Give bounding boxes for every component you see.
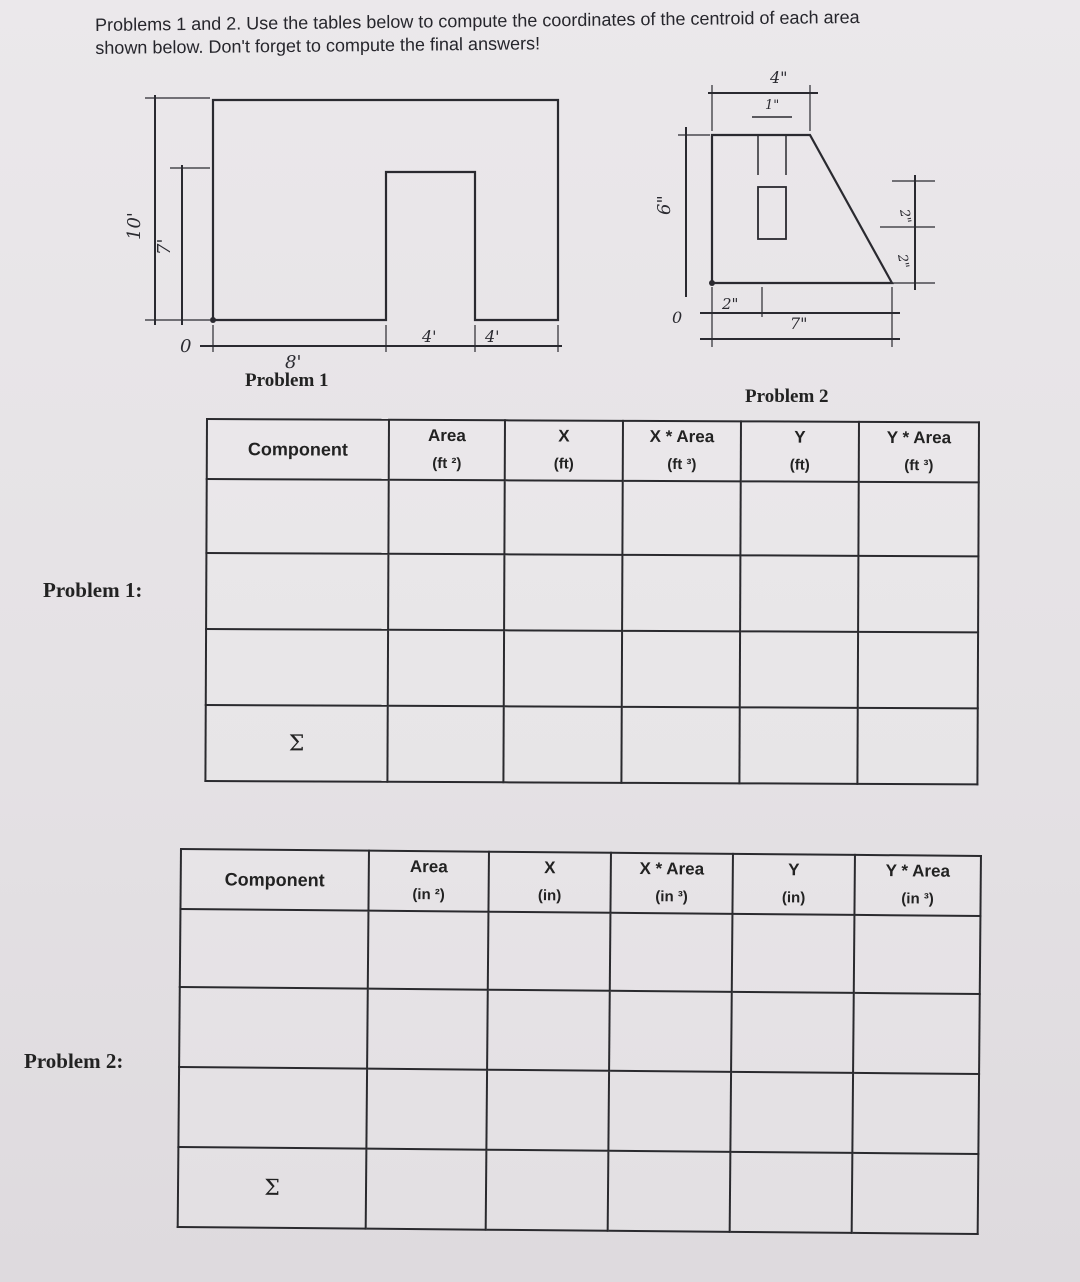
cell[interactable]	[609, 991, 732, 1072]
sigma-cell	[178, 1147, 367, 1229]
cell[interactable]	[388, 554, 504, 631]
cell[interactable]	[488, 912, 611, 991]
cell[interactable]	[730, 1152, 853, 1233]
dim-height: 6"	[654, 195, 675, 215]
cell[interactable]	[388, 630, 504, 707]
cell[interactable]	[504, 554, 622, 631]
dim-r2: 2"	[894, 253, 912, 270]
dim-r1: 2"	[896, 208, 914, 225]
problem-2-table	[177, 848, 982, 1235]
cell[interactable]	[622, 631, 740, 708]
cell[interactable]	[180, 909, 369, 989]
cell[interactable]	[622, 555, 740, 632]
dim-origin: 0	[180, 336, 192, 357]
instructions-line-1: Problems 1 and 2. Use the tables below to compute the coordinates of the centroid of each area	[95, 6, 860, 35]
problem-1-title: Problem 1	[245, 370, 329, 391]
problem-2-label: Problem 2:	[24, 1049, 124, 1073]
cell[interactable]	[858, 556, 978, 633]
header-x-area: X * Area (ft ³)	[623, 421, 741, 482]
sigma-symbol: Σ	[264, 1175, 280, 1201]
table-header-row	[207, 419, 979, 482]
table-row	[206, 629, 978, 708]
table-row	[179, 987, 980, 1074]
problem-2-figure	[654, 65, 950, 365]
cell[interactable]	[730, 1072, 853, 1153]
dim-top-slot: 1"	[765, 98, 780, 113]
cell[interactable]	[388, 480, 504, 555]
dim-top-total: 4"	[770, 68, 788, 87]
sigma-symbol: Σ	[288, 730, 305, 756]
dim-origin-2: 0	[672, 308, 683, 327]
problem-1-figure	[124, 80, 580, 373]
header-x-area: X * Area (in ³)	[610, 853, 733, 914]
cell[interactable]	[608, 1071, 731, 1152]
cell[interactable]	[487, 990, 610, 1071]
cell[interactable]	[853, 993, 980, 1074]
cell[interactable]	[608, 1151, 731, 1232]
cell[interactable]	[621, 707, 739, 784]
sum-row	[205, 705, 977, 784]
problem-1-label: Problem 1:	[43, 578, 143, 602]
dim-height-total: 10'	[124, 212, 145, 240]
header-y-area: Y * Area (in ³)	[854, 855, 981, 916]
cell[interactable]	[610, 913, 733, 992]
cell[interactable]	[854, 915, 981, 994]
header-x: X (ft)	[505, 420, 623, 481]
cell[interactable]	[367, 989, 488, 1070]
cell[interactable]	[486, 1150, 609, 1231]
sigma-cell	[205, 705, 387, 782]
cell[interactable]	[368, 911, 489, 990]
cell[interactable]	[206, 479, 388, 554]
table-row	[206, 553, 978, 632]
header-area: Area (in ²)	[368, 851, 489, 912]
cell[interactable]	[858, 632, 978, 709]
header-y: Y (ft)	[741, 421, 859, 482]
cell[interactable]	[486, 1070, 609, 1151]
cell[interactable]	[857, 708, 977, 785]
cell[interactable]	[740, 555, 858, 632]
cell[interactable]	[503, 706, 621, 783]
cell[interactable]	[622, 481, 740, 556]
cell[interactable]	[852, 1153, 979, 1234]
problem-2-title: Problem 2	[745, 386, 829, 407]
header-y: Y (in)	[732, 854, 855, 915]
header-x: X (in)	[488, 852, 611, 913]
table-row	[180, 909, 981, 994]
instructions-line-2: shown below. Don't forget to compute the final answers!	[95, 33, 541, 58]
cell[interactable]	[740, 631, 858, 708]
dim-w2: 4'	[422, 327, 437, 346]
table-row	[206, 479, 978, 556]
dim-w1: 8'	[285, 352, 302, 373]
table-header-row	[180, 849, 980, 916]
cell[interactable]	[731, 992, 854, 1073]
dim-w2-2: 7"	[790, 314, 808, 333]
cell[interactable]	[178, 1067, 367, 1149]
cell[interactable]	[732, 914, 855, 993]
dim-height-inner: 7'	[154, 238, 175, 255]
cell[interactable]	[387, 706, 503, 783]
instructions	[95, 5, 945, 60]
cell[interactable]	[852, 1073, 979, 1154]
cell[interactable]	[740, 481, 858, 556]
cell[interactable]	[858, 482, 978, 557]
cell[interactable]	[366, 1149, 487, 1230]
cell[interactable]	[504, 480, 622, 555]
header-component: Component	[207, 419, 389, 480]
cell[interactable]	[366, 1069, 487, 1150]
cell[interactable]	[206, 629, 388, 706]
problem-1-table	[204, 418, 980, 785]
header-y-area: Y * Area (ft ³)	[859, 422, 979, 483]
cell[interactable]	[206, 553, 388, 630]
sum-row	[178, 1147, 979, 1234]
dim-w3: 4'	[485, 327, 500, 346]
dim-w1-2: 2"	[722, 295, 739, 313]
cell[interactable]	[179, 987, 368, 1069]
cell[interactable]	[504, 630, 622, 707]
table-row	[178, 1067, 979, 1154]
header-area: Area (ft ²)	[389, 420, 505, 481]
header-component: Component	[180, 849, 369, 911]
cell[interactable]	[739, 707, 857, 784]
